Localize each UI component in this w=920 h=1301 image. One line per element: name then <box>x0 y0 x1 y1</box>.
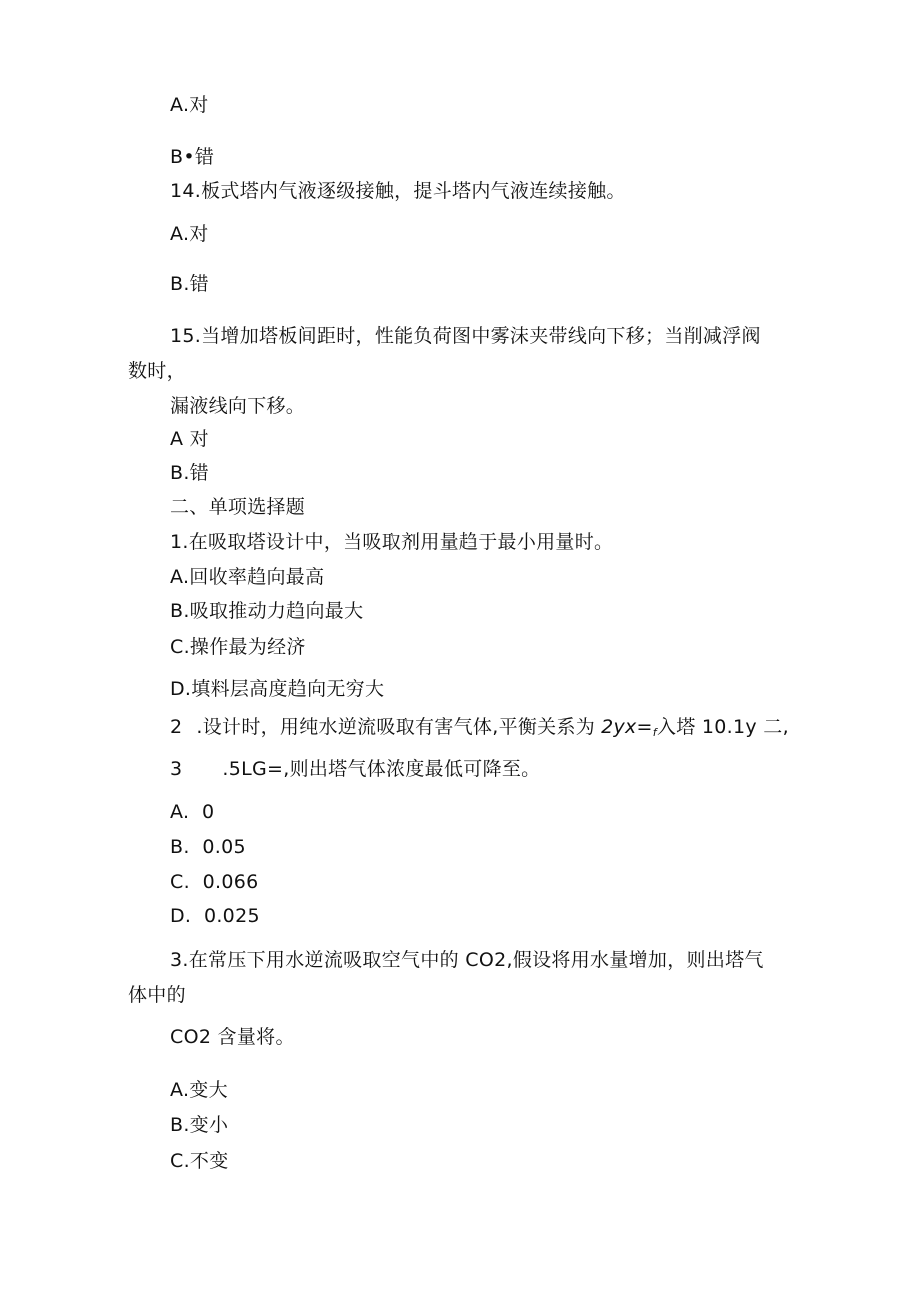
mc3-option-c: C.不变 <box>170 1150 229 1172</box>
mc2-number: 2 <box>170 716 183 738</box>
mc3-option-a: A.变大 <box>170 1079 228 1101</box>
mc3-option-b: B.变小 <box>170 1114 229 1136</box>
mc2-text-line1 <box>170 715 789 745</box>
mc1-option-b: B.吸取推动力趋向最大 <box>170 600 364 622</box>
q15-option-a: A 对 <box>170 428 209 450</box>
q13-option-a: A.对 <box>170 94 209 116</box>
mc2-formula-sub: f <box>652 726 657 739</box>
mc1-option-a: A.回收率趋向最高 <box>170 566 325 588</box>
q15-text-line1: 15.当增加塔板间距时，性能负荷图中雾沫夹带线向下移；当削减浮阀 <box>170 325 761 347</box>
q14-text: 14.板式塔内气液逐级接触，提斗塔内气液连续接触。 <box>170 180 626 202</box>
mc2-option-b: B. 0.05 <box>170 836 246 858</box>
q15-text-line2: 数时， <box>128 360 186 382</box>
mc2-line2-number: 3 <box>170 758 183 780</box>
mc2-option-a: A. 0 <box>170 801 215 823</box>
mc3-text-line1: 3.在常压下用水逆流吸取空气中的 CO2,假设将用水量增加，则出塔气 <box>170 949 764 971</box>
mc2-text-a: .设计时，用纯水逆流吸取有害气体,平衡关系为 <box>196 716 596 738</box>
mc2-text-line2 <box>170 757 541 781</box>
mc3-text-line3: CO2 含量将。 <box>170 1026 295 1048</box>
mc2-option-c: C. 0.066 <box>170 871 259 893</box>
mc1-option-c: C.操作最为经济 <box>170 636 306 658</box>
q14-option-a: A.对 <box>170 223 209 245</box>
mc1-option-d: D.填料层高度趋向无穷大 <box>170 678 385 700</box>
mc2-formula: 2yx= <box>601 716 653 738</box>
q15-option-b: B.错 <box>170 462 209 484</box>
mc2-option-d: D. 0.025 <box>170 905 260 927</box>
q14-option-b: B.错 <box>170 273 209 295</box>
mc1-text: 1.在吸取塔设计中，当吸取剂用量趋于最小用量时。 <box>170 531 614 553</box>
q13-option-b: B•错 <box>170 146 215 168</box>
mc2-line2-text: .5LG=,则出塔气体浓度最低可降至。 <box>222 758 541 780</box>
section-heading: 二、单项选择题 <box>170 496 306 518</box>
mc2-text-b: 入塔 10.1y 二, <box>656 716 789 738</box>
mc3-text-line2: 体中的 <box>128 984 186 1006</box>
q15-text-line3: 漏液线向下移。 <box>170 395 306 417</box>
